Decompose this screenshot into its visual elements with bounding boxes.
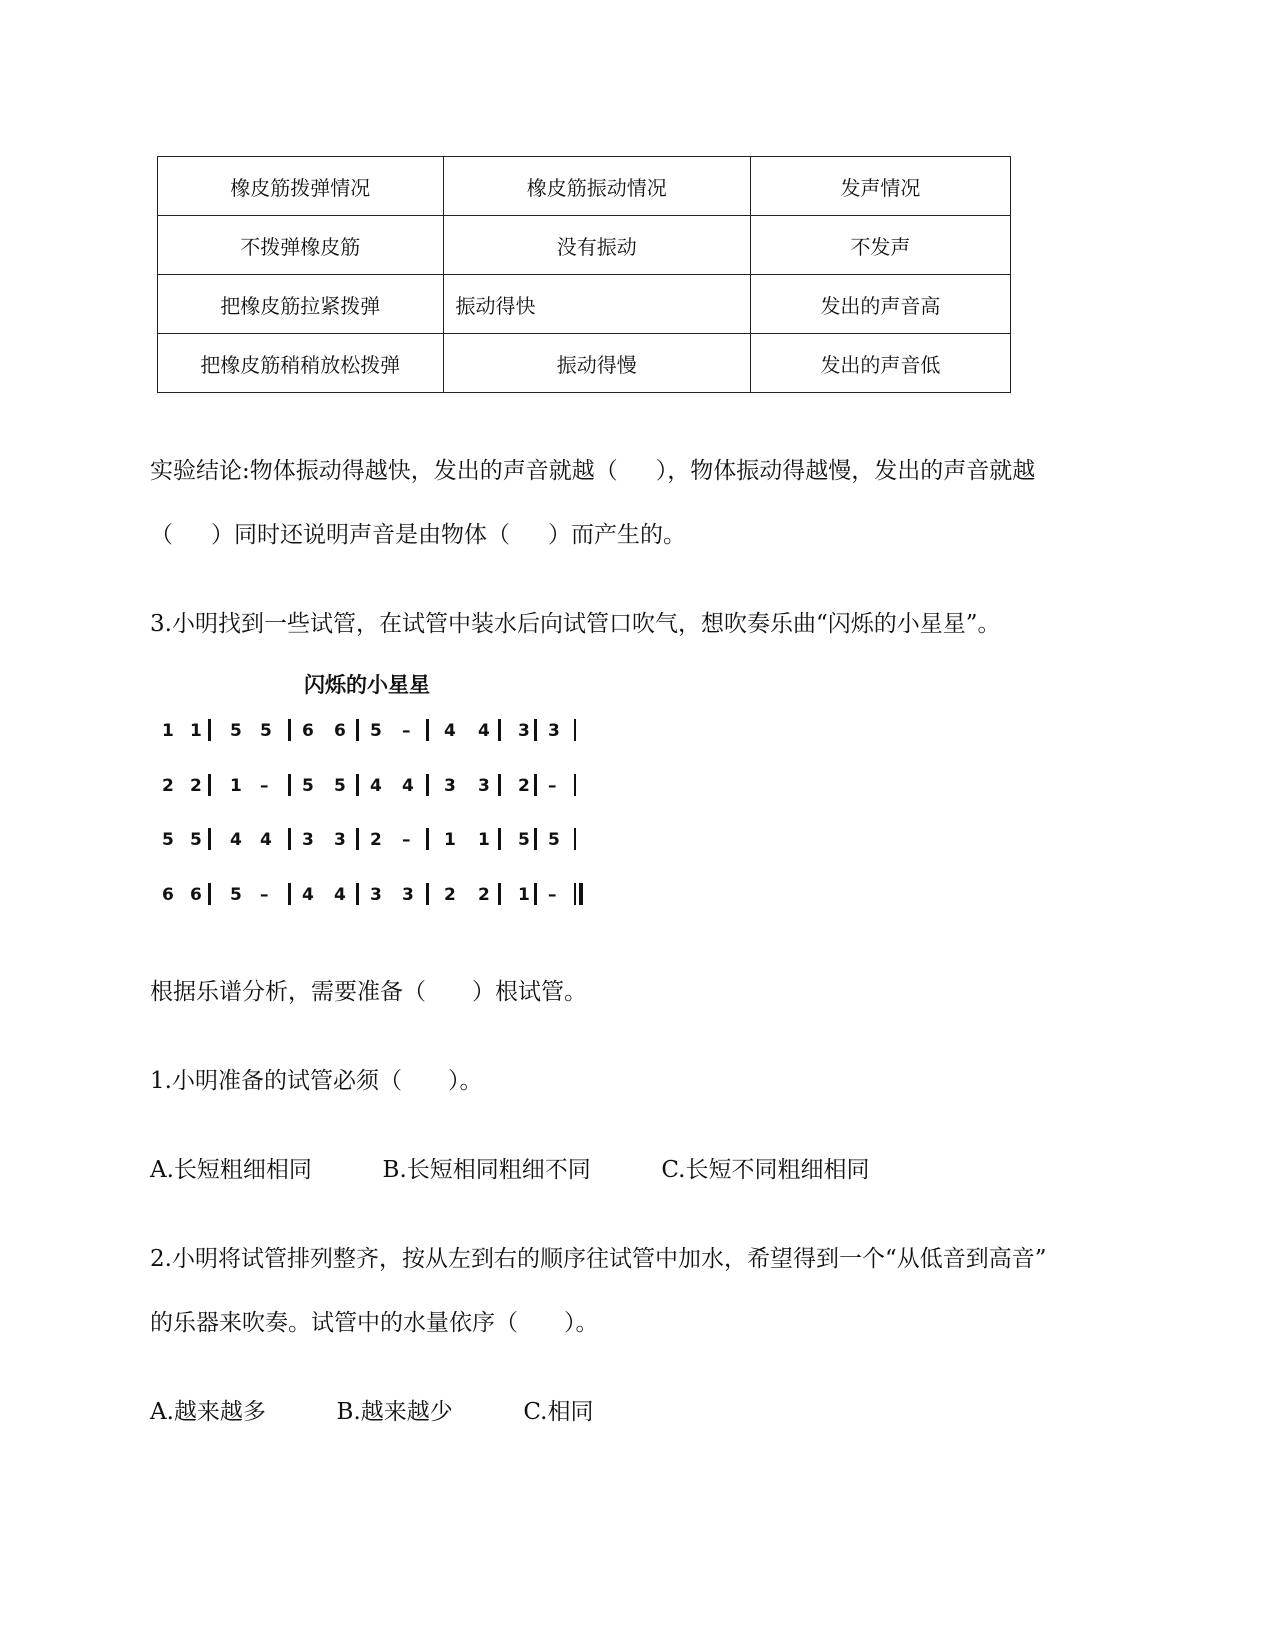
bar-line — [574, 828, 576, 850]
table-row — [158, 334, 1011, 393]
table-header-cell: 发声情况 — [750, 157, 1010, 216]
option-b: B.长短相同粗细不同 — [382, 1157, 591, 1183]
bar-line — [356, 828, 359, 850]
score-note: 5 — [162, 830, 174, 850]
question-1-options — [150, 1155, 869, 1185]
score-note: 2 — [478, 885, 490, 905]
bar-line — [574, 719, 576, 741]
bar-line — [534, 774, 537, 796]
bar-line — [426, 719, 429, 741]
table-cell: 不发声 — [750, 216, 1010, 275]
score-row — [162, 771, 618, 801]
bar-line — [574, 774, 576, 796]
bar-line — [498, 774, 501, 796]
score-row — [162, 880, 618, 910]
table-cell: 发出的声音低 — [750, 334, 1010, 393]
score-note: 2 — [370, 830, 382, 850]
conclusion-line-2 — [150, 520, 686, 550]
table-cell: 没有振动 — [443, 216, 750, 275]
question-2-stem-line-1: 2.小明将试管排列整齐，按从左到右的顺序往试管中加水，希望得到一个“从低音到高音” — [150, 1246, 1047, 1272]
score-note: 5 — [230, 885, 242, 905]
bar-line — [288, 719, 291, 741]
question-1-stem: 1.小明准备的试管必须（ ）。 — [150, 1068, 483, 1094]
score-note: – — [548, 776, 557, 796]
score-note: 6 — [302, 721, 314, 741]
question-3: 3.小明找到一些试管，在试管中装水后向试管口吹气，想吹奏乐曲“闪烁的小星星”。 — [150, 611, 1001, 637]
score-note: 4 — [444, 721, 456, 741]
bar-line — [498, 883, 501, 905]
bar-line — [208, 883, 211, 905]
score-note: 6 — [162, 885, 174, 905]
score-note: 4 — [260, 830, 272, 850]
bar-line — [498, 828, 501, 850]
score-note: – — [402, 721, 411, 741]
option-b: B.越来越少 — [336, 1399, 453, 1425]
score-title: 闪烁的小星星 — [304, 673, 430, 697]
question-2-options — [150, 1397, 593, 1427]
score-note: 2 — [190, 776, 202, 796]
final-bar-thick — [579, 883, 583, 905]
score-note: 1 — [518, 885, 530, 905]
score-note: – — [260, 885, 269, 905]
score-note: 4 — [370, 776, 382, 796]
score-note: 4 — [302, 885, 314, 905]
bar-line — [288, 883, 291, 905]
score-note: 5 — [190, 830, 202, 850]
table-cell: 振动得快 — [443, 275, 750, 334]
score-note: 3 — [402, 885, 414, 905]
bar-line — [208, 774, 211, 796]
score-note: 5 — [370, 721, 382, 741]
table-cell: 把橡皮筋稍稍放松拨弹 — [158, 334, 444, 393]
bar-line — [534, 883, 537, 905]
bar-line — [208, 719, 211, 741]
score-note: 5 — [548, 830, 560, 850]
bar-line — [288, 774, 291, 796]
score-note: 5 — [518, 830, 530, 850]
score-note: 4 — [230, 830, 242, 850]
table-row — [158, 275, 1011, 334]
bar-line — [288, 828, 291, 850]
bar-line — [534, 828, 537, 850]
table-cell: 发出的声音高 — [750, 275, 1010, 334]
conclusion-text: ）而产生的。 — [548, 522, 686, 548]
option-a: A.长短粗细相同 — [150, 1157, 312, 1183]
score-note: – — [260, 776, 269, 796]
table-cell: 振动得慢 — [443, 334, 750, 393]
score-note: 3 — [302, 830, 314, 850]
score-note: 3 — [444, 776, 456, 796]
bar-line — [356, 774, 359, 796]
analysis-question: 根据乐谱分析，需要准备（ ）根试管。 — [150, 979, 587, 1005]
bar-line — [356, 883, 359, 905]
score-note: 4 — [334, 885, 346, 905]
bar-line — [356, 719, 359, 741]
score-row — [162, 825, 618, 855]
table-header-cell: 橡皮筋振动情况 — [443, 157, 750, 216]
final-bar-thin — [574, 883, 576, 905]
table-cell: 不拨弹橡皮筋 — [158, 216, 444, 275]
score-note: 1 — [190, 721, 202, 741]
bar-line — [498, 719, 501, 741]
bar-line — [534, 719, 537, 741]
score-note: 1 — [444, 830, 456, 850]
score-note: 4 — [402, 776, 414, 796]
conclusion-text: ）同时还说明声音是由物体（ — [211, 522, 510, 548]
score-note: 5 — [230, 721, 242, 741]
score-note: 5 — [260, 721, 272, 741]
score-note: 3 — [370, 885, 382, 905]
score-note: 2 — [162, 776, 174, 796]
score-note: 5 — [302, 776, 314, 796]
conclusion-line-1 — [150, 456, 1035, 486]
score-note: – — [402, 830, 411, 850]
score-row — [162, 716, 618, 746]
score-note: 2 — [444, 885, 456, 905]
bar-line — [426, 883, 429, 905]
score-note: – — [548, 885, 557, 905]
conclusion-text: ），物体振动得越慢，发出的声音就越 — [655, 458, 1036, 484]
score-note: 4 — [478, 721, 490, 741]
bar-line — [208, 828, 211, 850]
score-note: 1 — [162, 721, 174, 741]
option-c: C.相同 — [523, 1399, 594, 1425]
score-note: 1 — [230, 776, 242, 796]
conclusion-text: 实验结论:物体振动得越快，发出的声音就越（ — [150, 458, 618, 484]
score-note: 3 — [478, 776, 490, 796]
score-note: 2 — [518, 776, 530, 796]
table-cell: 把橡皮筋拉紧拨弹 — [158, 275, 444, 334]
table-row — [158, 216, 1011, 275]
score-note: 3 — [334, 830, 346, 850]
bar-line — [426, 828, 429, 850]
experiment-table — [157, 156, 1011, 393]
score-note: 6 — [334, 721, 346, 741]
bar-line — [426, 774, 429, 796]
option-a: A.越来越多 — [150, 1399, 266, 1425]
question-2-stem-line-2: 的乐器来吹奏。试管中的水量依序（ ）。 — [150, 1310, 599, 1336]
score-note: 3 — [548, 721, 560, 741]
table-header-row — [158, 157, 1011, 216]
option-c: C.长短不同粗细相同 — [661, 1157, 870, 1183]
score-note: 3 — [518, 721, 530, 741]
score-note: 5 — [334, 776, 346, 796]
score-note: 1 — [478, 830, 490, 850]
table-header-cell: 橡皮筋拨弹情况 — [158, 157, 444, 216]
score-note: 6 — [190, 885, 202, 905]
conclusion-text: （ — [150, 522, 173, 548]
